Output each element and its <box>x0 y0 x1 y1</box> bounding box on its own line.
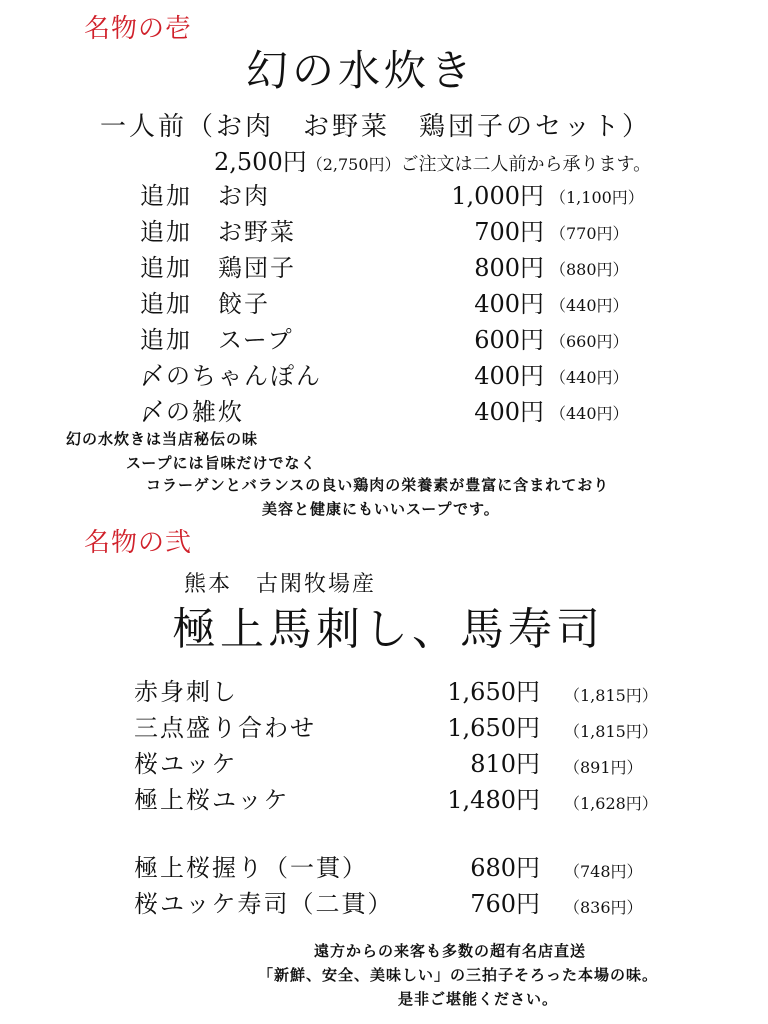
menu-item-name: 桜ユッケ <box>134 750 238 778</box>
footer-line: 是非ご堪能ください。 <box>398 990 559 1008</box>
menu-item-price: 400円 <box>474 362 544 390</box>
menu-item-tax-price: （1,815円） <box>564 722 658 741</box>
set-price-tax: （2,750円） <box>306 155 401 174</box>
menu-item-name: 〆のちゃんぽん <box>140 362 322 390</box>
menu-item-tax-price: （1,815円） <box>564 686 658 705</box>
menu-item-tax-price: （748円） <box>564 862 643 881</box>
set-price-line <box>214 150 651 174</box>
section2-origin: 熊本 古閑牧場産 <box>184 572 377 597</box>
menu-item-price: 810円 <box>470 750 540 778</box>
section1-heading: 名物の壱 <box>84 14 193 44</box>
menu-item-tax-price: （660円） <box>550 332 629 351</box>
menu-item-name: 〆の雑炊 <box>140 398 244 426</box>
menu-item-name: 三点盛り合わせ <box>134 714 316 742</box>
menu-item-tax-price: （891円） <box>564 758 643 777</box>
section2-title: 極上馬刺し、馬寿司 <box>172 604 604 655</box>
menu-item-tax-price: （440円） <box>550 368 629 387</box>
footer-line: 「新鮮、安全、美味しい」の三拍子そろった本場の味。 <box>258 966 659 984</box>
menu-item-name: 追加 お野菜 <box>140 218 296 246</box>
menu-item-price: 1,650円 <box>447 678 540 706</box>
section1-title: 幻の水炊き <box>246 46 477 95</box>
menu-item-price: 1,650円 <box>447 714 540 742</box>
description-line: 美容と健康にもいいスープです。 <box>262 500 500 518</box>
menu-item-price: 760円 <box>470 890 540 918</box>
menu-item-tax-price: （836円） <box>564 898 643 917</box>
menu-item-tax-price: （440円） <box>550 296 629 315</box>
set-price: 2,500円 <box>214 148 307 176</box>
menu-item-name: 極上桜握り（一貫） <box>134 854 368 882</box>
menu-item-price: 680円 <box>470 854 540 882</box>
footer-line: 遠方からの来客も多数の超有名店直送 <box>314 942 587 960</box>
menu-item-tax-price: （770円） <box>550 224 629 243</box>
menu-item-price: 400円 <box>474 290 544 318</box>
menu-item-name: 追加 スープ <box>140 326 294 354</box>
menu-item-price: 1,000円 <box>451 182 544 210</box>
description-line: 幻の水炊きは当店秘伝の味 <box>66 430 259 448</box>
menu-item-tax-price: （1,100円） <box>550 188 644 207</box>
menu-item-price: 400円 <box>474 398 544 426</box>
description-line: コラーゲンとバランスの良い鶏肉の栄養素が豊富に含まれており <box>146 476 610 494</box>
description-line: スープには旨味だけでなく <box>126 454 317 472</box>
menu-item-name: 極上桜ユッケ <box>134 786 290 814</box>
set-order-note: ご注文は二人前から承ります。 <box>400 154 652 175</box>
menu-item-name: 追加 お肉 <box>140 182 270 210</box>
set-description: 一人前（お肉 お野菜 鶏団子のセット） <box>100 112 652 142</box>
menu-item-tax-price: （1,628円） <box>564 794 658 813</box>
menu-item-name: 追加 鶏団子 <box>140 254 296 282</box>
menu-item-price: 600円 <box>474 326 544 354</box>
section2-heading: 名物の弐 <box>84 528 193 558</box>
menu-item-tax-price: （880円） <box>550 260 629 279</box>
menu-item-price: 800円 <box>474 254 544 282</box>
menu-item-name: 桜ユッケ寿司（二貫） <box>134 890 394 918</box>
menu-item-price: 1,480円 <box>447 786 540 814</box>
menu-item-name: 追加 餃子 <box>140 290 270 318</box>
menu-item-name: 赤身刺し <box>134 678 238 706</box>
menu-item-tax-price: （440円） <box>550 404 629 423</box>
menu-item-price: 700円 <box>474 218 544 246</box>
